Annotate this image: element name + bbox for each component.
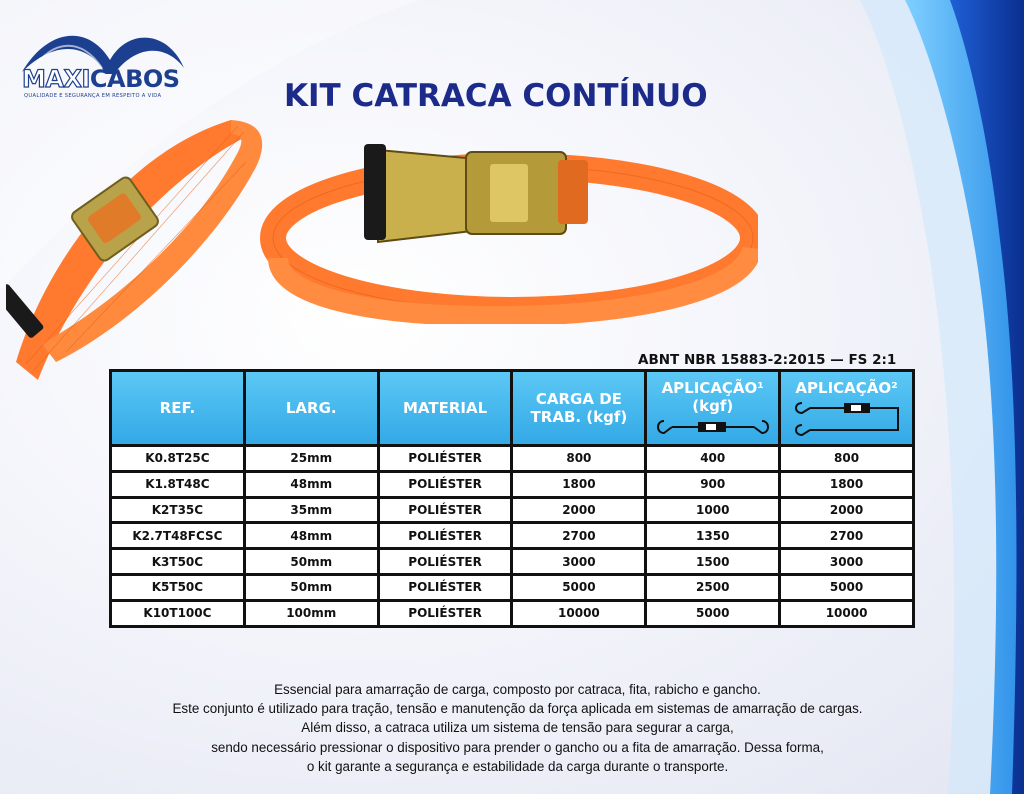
cell-app2: 2700 — [781, 524, 912, 547]
cell-app1: 1000 — [647, 499, 778, 522]
description-line: sendo necessário pressionar o dispositivo para prender o gancho ou a fita de amarração. Dessa forma, — [211, 739, 824, 755]
cell-larg: 25mm — [246, 447, 377, 470]
cell-larg: 50mm — [246, 550, 377, 573]
cell-ref: K1.8T48C — [112, 473, 243, 496]
cell-material: POLIÉSTER — [380, 602, 511, 625]
cell-app2: 1800 — [781, 473, 912, 496]
header-carga — [513, 372, 644, 444]
cell-carga: 10000 — [513, 602, 644, 625]
cell-app2: 10000 — [781, 602, 912, 625]
description-line: Essencial para amarração de carga, composto por catraca, fita, rabicho e gancho. — [274, 682, 761, 697]
cell-carga: 5000 — [513, 576, 644, 599]
description-line: Além disso, a catraca utiliza um sistema de tensão para segurar a carga, — [301, 720, 734, 736]
cell-app2: 2000 — [781, 499, 912, 522]
description-line: Este conjunto é utilizado para tração, tensão e manutenção da força aplicada em sistemas de amarração de cargas. — [172, 701, 863, 717]
straight-hook-icon — [654, 417, 772, 437]
header-larg: LARG. — [246, 372, 377, 444]
cell-carga: 800 — [513, 447, 644, 470]
page-title: KIT CATRACA CONTÍNUO — [284, 78, 708, 114]
cell-larg: 50mm — [246, 576, 377, 599]
cell-ref: K3T50C — [112, 550, 243, 573]
header-material: MATERIAL — [380, 372, 511, 444]
loop-hook-icon — [788, 399, 906, 437]
table-row — [112, 499, 912, 522]
cell-app1: 2500 — [647, 576, 778, 599]
cell-app1: 1350 — [647, 524, 778, 547]
header-aplicacao-2 — [781, 372, 912, 444]
cell-material: POLIÉSTER — [380, 473, 511, 496]
cell-material: POLIÉSTER — [380, 447, 511, 470]
logo-wordmark — [22, 66, 180, 92]
cell-carga: 3000 — [513, 550, 644, 573]
table-row — [112, 550, 912, 573]
cell-material: POLIÉSTER — [380, 576, 511, 599]
cell-app1: 5000 — [647, 602, 778, 625]
header-app1-line1: APLICAÇÃO¹ — [661, 379, 764, 397]
cell-carga: 2700 — [513, 524, 644, 547]
cell-ref: K2.7T48FCSC — [112, 524, 243, 547]
logo-tagline: QUALIDADE E SEGURANÇA EM RESPEITO A VIDA — [24, 93, 162, 99]
cell-material: POLIÉSTER — [380, 524, 511, 547]
cell-carga: 1800 — [513, 473, 644, 496]
description-line: o kit garante a segurança e estabilidade da carga durante o transporte. — [306, 758, 729, 774]
cell-ref: K5T50C — [112, 576, 243, 599]
header-app2-line1: APLICAÇÃO² — [795, 379, 898, 397]
ratchet-strap-image-center — [258, 138, 758, 324]
table-row — [112, 576, 912, 599]
cell-ref: K0.8T25C — [112, 447, 243, 470]
cell-app2: 3000 — [781, 550, 912, 573]
header-carga-line2: TRAB. (kgf) — [530, 408, 628, 426]
cell-app1: 1500 — [647, 550, 778, 573]
table-row — [112, 473, 912, 496]
cell-ref: K10T100C — [112, 602, 243, 625]
logo-word-maxi: MAXI — [22, 65, 90, 93]
header-app1-line2: (kgf) — [692, 397, 734, 415]
product-description — [150, 680, 885, 776]
cell-app1: 900 — [647, 473, 778, 496]
cell-material: POLIÉSTER — [380, 550, 511, 573]
cell-app1: 400 — [647, 447, 778, 470]
table-header-row — [112, 372, 912, 444]
cell-app2: 800 — [781, 447, 912, 470]
table-row — [112, 524, 912, 547]
cell-larg: 100mm — [246, 602, 377, 625]
table-row — [112, 447, 912, 470]
cell-larg: 35mm — [246, 499, 377, 522]
specifications-table — [109, 369, 915, 628]
cell-ref: K2T35C — [112, 499, 243, 522]
cell-material: POLIÉSTER — [380, 499, 511, 522]
header-ref: REF. — [112, 372, 243, 444]
standard-reference: ABNT NBR 15883-2:2015 — FS 2:1 — [638, 352, 897, 368]
header-carga-line1: CARGA DE — [535, 390, 622, 408]
cell-app2: 5000 — [781, 576, 912, 599]
cell-larg: 48mm — [246, 524, 377, 547]
header-aplicacao-1 — [647, 372, 778, 444]
logo-word-cabos: CABOS — [89, 65, 180, 93]
cell-carga: 2000 — [513, 499, 644, 522]
table-row — [112, 602, 912, 625]
cell-larg: 48mm — [246, 473, 377, 496]
ratchet-strap-image-left — [6, 112, 276, 392]
